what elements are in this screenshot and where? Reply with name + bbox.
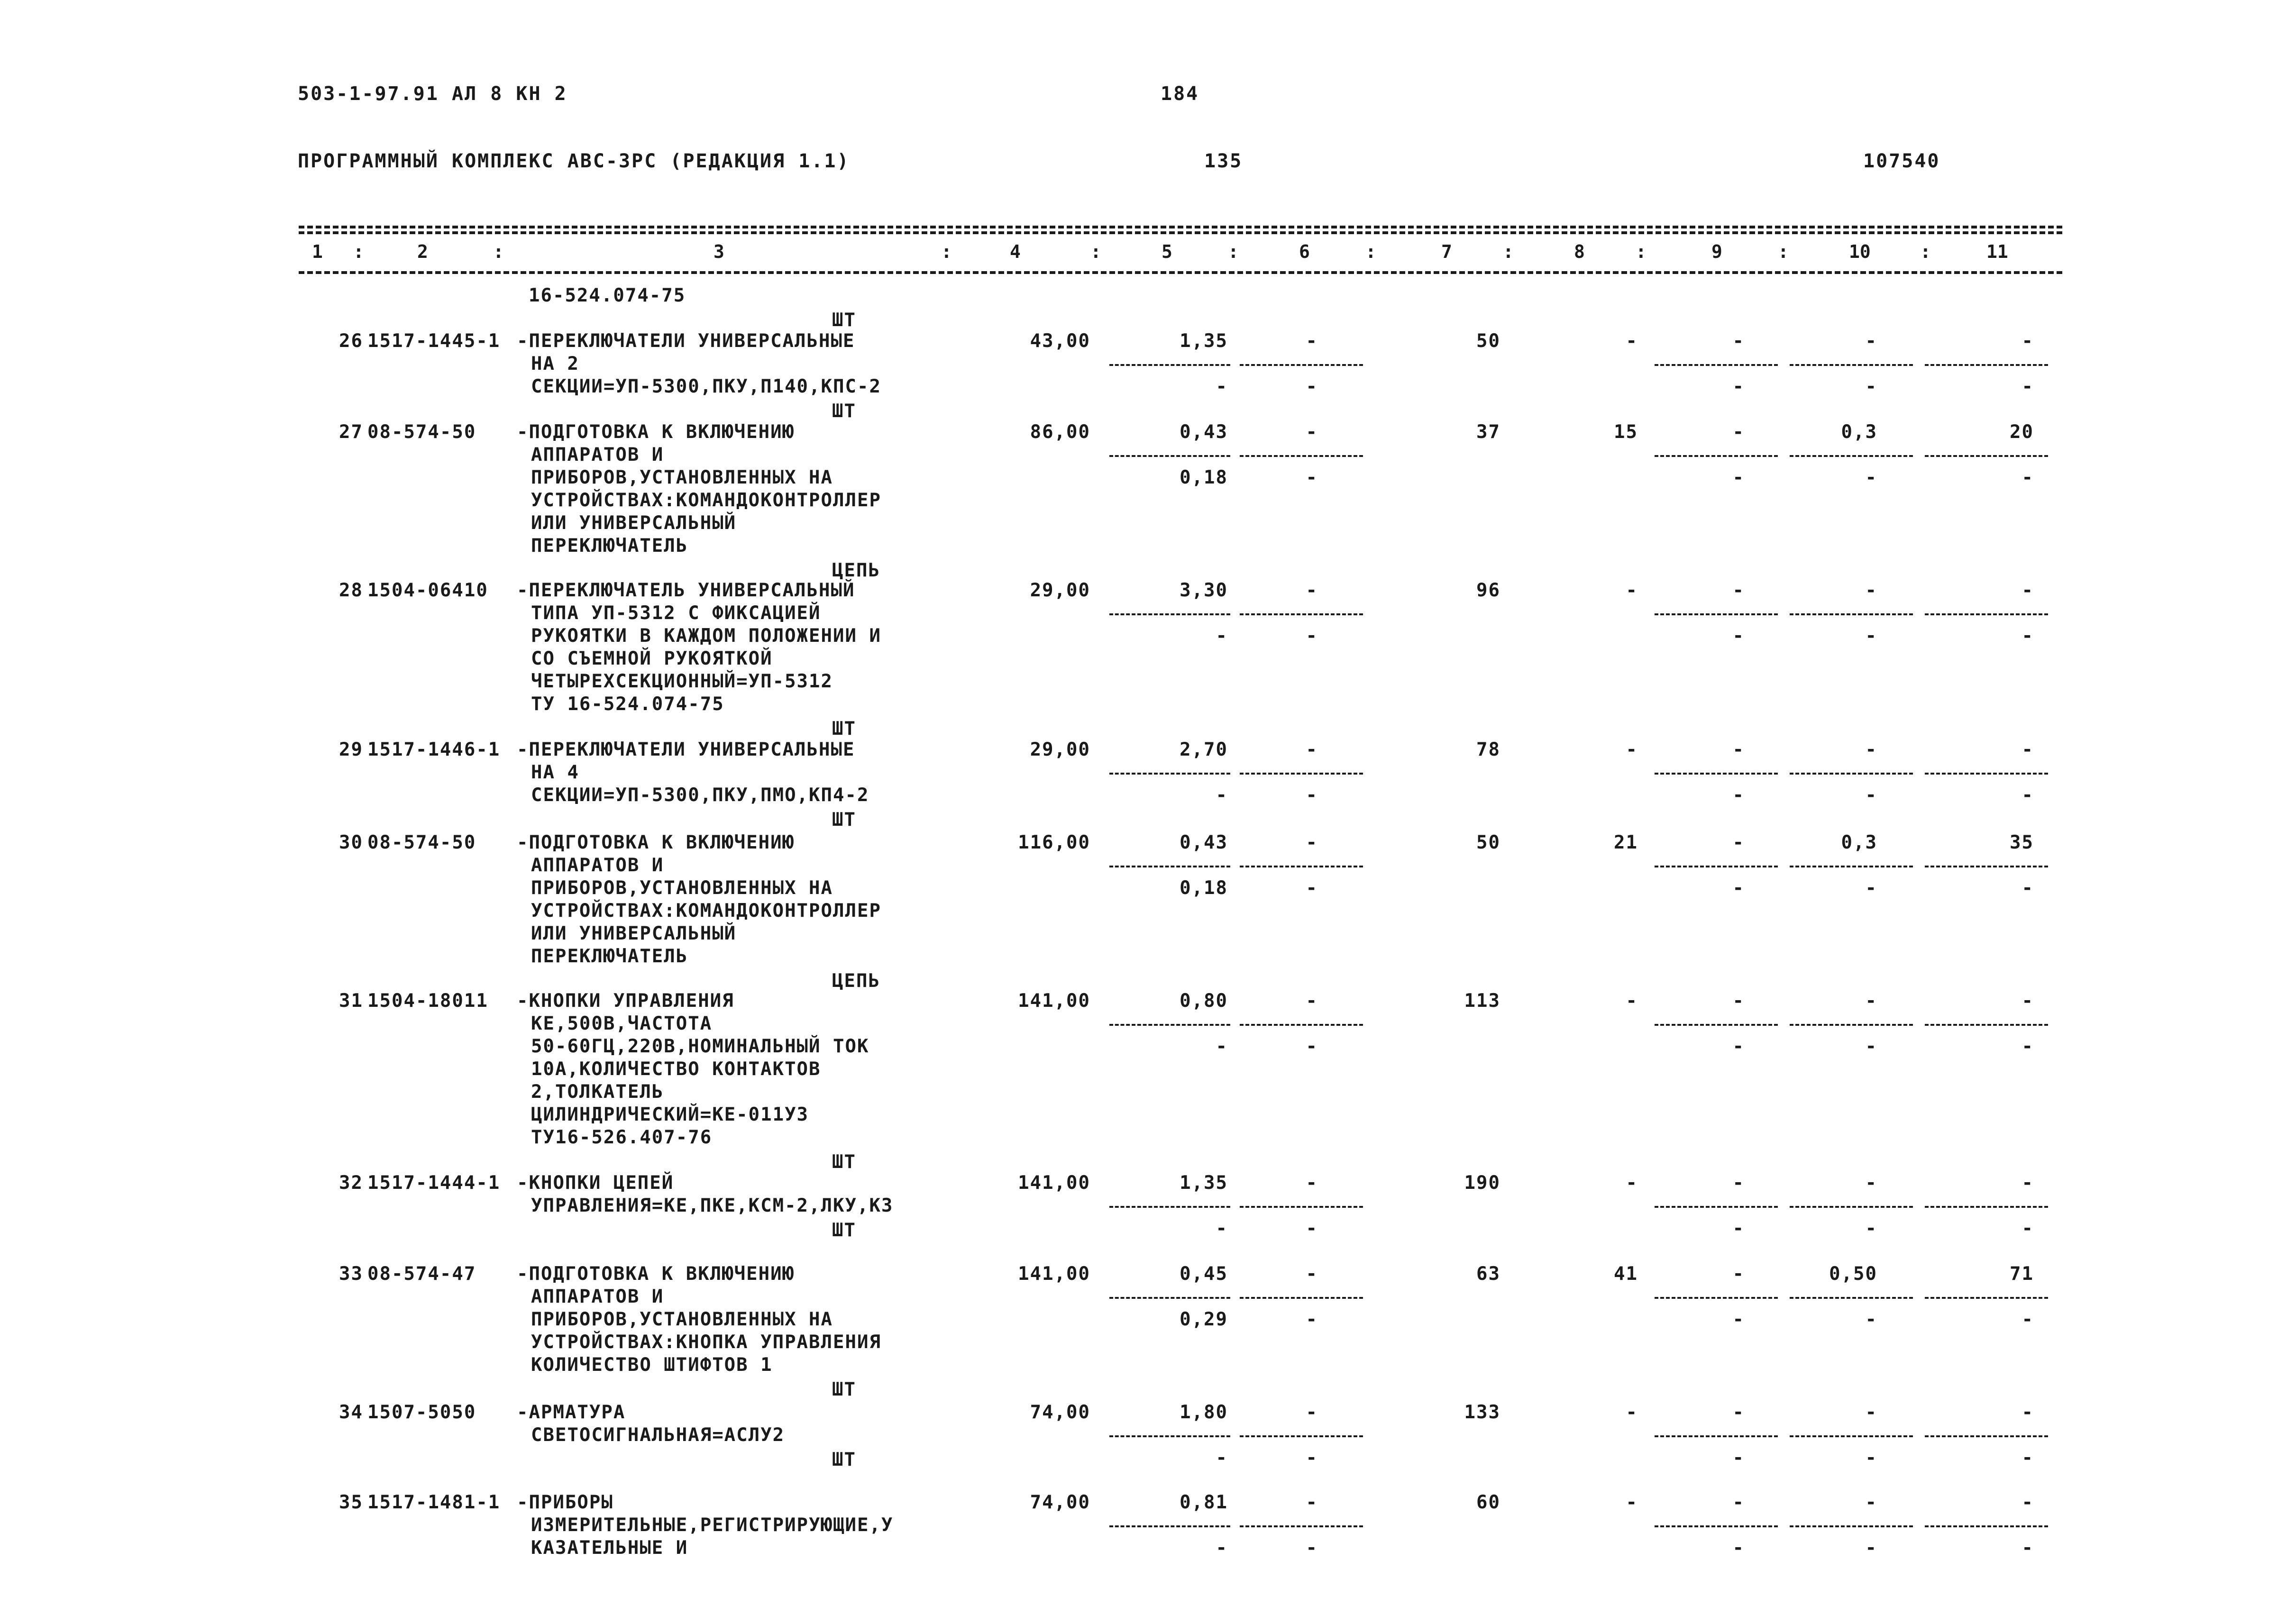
document-id: 107540: [1863, 150, 1940, 172]
cell-col7: 113: [1464, 990, 1500, 1012]
cell-col11-sub: -: [2022, 1537, 2034, 1559]
row-description-line: -ПЕРЕКЛЮЧАТЕЛИ УНИВЕРСАЛЬНЫЕ: [517, 330, 855, 352]
cell-col9: -: [1732, 1263, 1745, 1285]
cell-col8: 41: [1614, 1263, 1638, 1285]
row-description-line: ПРИБОРОВ,УСТАНОВЛЕННЫХ НА: [531, 877, 833, 899]
row-code: 1504-06410: [367, 580, 488, 601]
row-description-line: -ПРИБОРЫ: [517, 1492, 613, 1513]
cell-col9: -: [1732, 739, 1745, 760]
cell-col4: 141,00: [1018, 1263, 1090, 1285]
cell-col9: -: [1732, 330, 1745, 352]
col9-divider: [1655, 866, 1778, 867]
cell-col7: 133: [1464, 1402, 1500, 1423]
cell-col5: 1,35: [1180, 1172, 1228, 1194]
cell-col4: 141,00: [1018, 990, 1090, 1012]
cell-col5: 3,30: [1180, 580, 1228, 601]
row-description-line: УСТРОЙСТВАХ:КОМАНДОКОНТРОЛЛЕР: [531, 490, 881, 511]
cell-col9-sub: -: [1732, 625, 1745, 647]
row-description-line: -ПЕРЕКЛЮЧАТЕЛЬ УНИВЕРСАЛЬНЫЙ: [517, 580, 855, 601]
row-code: 08-574-50: [367, 832, 476, 853]
row-description-line: АППАРАТОВ И: [531, 1286, 664, 1307]
col5-divider: [1109, 455, 1230, 457]
cell-col5-sub: -: [1216, 1447, 1228, 1469]
cell-col5: 0,43: [1180, 421, 1228, 443]
cell-col5: 2,70: [1180, 739, 1228, 760]
cell-col10-sub: -: [1865, 1036, 1877, 1057]
cell-col8: -: [1626, 580, 1638, 601]
col9-divider: [1655, 1024, 1778, 1026]
cell-col10-sub: -: [1865, 1218, 1877, 1239]
cell-col4: 86,00: [1030, 421, 1090, 443]
cell-col4: 74,00: [1030, 1402, 1090, 1423]
col6-divider: [1240, 866, 1363, 867]
cell-col5: 0,80: [1180, 990, 1228, 1012]
cell-col10: 0,3: [1841, 832, 1877, 853]
table-top-rule: [299, 226, 2062, 228]
document-code: 503-1-97.91 АЛ 8 КН 2: [298, 83, 567, 105]
column-header-6: 6: [1299, 241, 1310, 262]
cell-col11: 71: [2010, 1263, 2034, 1285]
column-header-9: 9: [1711, 241, 1722, 262]
cell-col10: -: [1865, 990, 1877, 1012]
row-description-line: СВЕТОСИГНАЛЬНАЯ=АСЛУ2: [531, 1424, 785, 1446]
column-separator: :: [1920, 241, 1931, 262]
cell-col9: -: [1732, 421, 1745, 443]
cell-col8: -: [1626, 739, 1638, 760]
column-separator: :: [1636, 241, 1647, 262]
column-header-8: 8: [1574, 241, 1585, 262]
cell-col5: 0,81: [1180, 1492, 1228, 1513]
cell-col5-sub: -: [1216, 376, 1228, 397]
row-number: 33: [339, 1263, 363, 1285]
row-code: 08-574-47: [367, 1263, 476, 1285]
cell-col9: -: [1732, 1492, 1745, 1513]
cell-col8: -: [1626, 1492, 1638, 1513]
cell-col8: -: [1626, 1172, 1638, 1194]
cell-col9: -: [1732, 990, 1745, 1012]
cell-col10: -: [1865, 330, 1877, 352]
cell-col6-sub: -: [1306, 1036, 1318, 1057]
col9-divider: [1655, 1435, 1778, 1437]
col5-divider: [1109, 364, 1230, 366]
cell-col7: 50: [1476, 832, 1500, 853]
column-separator: :: [1090, 241, 1101, 262]
cell-col7: 190: [1464, 1172, 1500, 1194]
cell-col4: 74,00: [1030, 1492, 1090, 1513]
row-number: 29: [339, 739, 363, 760]
cell-col7: 50: [1476, 330, 1500, 352]
cell-col9-sub: -: [1732, 877, 1745, 899]
cell-col6-sub: -: [1306, 625, 1318, 647]
cell-col11: -: [2022, 1402, 2034, 1423]
cell-col11-sub: -: [2022, 467, 2034, 488]
row-description-line: ПРИБОРОВ,УСТАНОВЛЕННЫХ НА: [531, 1309, 833, 1330]
row-description-line: РУКОЯТКИ В КАЖДОМ ПОЛОЖЕНИИ И: [531, 625, 881, 647]
cell-col11-sub: -: [2022, 877, 2034, 899]
table-header-rule: [299, 271, 2062, 274]
cell-col9-sub: -: [1732, 1309, 1745, 1330]
cell-col11: -: [2022, 330, 2034, 352]
cell-col11-sub: -: [2022, 1218, 2034, 1239]
row-unit: ЦЕПЬ: [832, 970, 880, 992]
cell-col9-sub: -: [1732, 1447, 1745, 1469]
row-description-line: ПЕРЕКЛЮЧАТЕЛЬ: [531, 946, 688, 967]
cell-col6: -: [1306, 990, 1318, 1012]
column-header-3: 3: [713, 241, 724, 262]
cell-col5-sub: 0,18: [1180, 877, 1228, 899]
cell-col10: 0,50: [1829, 1263, 1877, 1285]
cell-col7: 78: [1476, 739, 1500, 760]
leading-unit: ШТ: [832, 310, 856, 331]
row-description-line: 50-60ГЦ,220В,НОМИНАЛЬНЫЙ ТОК: [531, 1036, 869, 1057]
cell-col10: 0,3: [1841, 421, 1877, 443]
cell-col10-sub: -: [1865, 1309, 1877, 1330]
cell-col8: -: [1626, 330, 1638, 352]
row-description-line: УПРАВЛЕНИЯ=КЕ,ПКЕ,КСМ-2,ЛКУ,К3: [531, 1195, 894, 1216]
cell-col10-sub: -: [1865, 785, 1877, 806]
row-description-line: НА 2: [531, 353, 579, 374]
row-code: 1507-5050: [367, 1402, 476, 1423]
row-description-line: АППАРАТОВ И: [531, 855, 664, 876]
cell-col9: -: [1732, 1402, 1745, 1423]
cell-col10-sub: -: [1865, 467, 1877, 488]
col11-divider: [1925, 1297, 2048, 1299]
column-separator: :: [941, 241, 952, 262]
row-unit: ШТ: [832, 1379, 856, 1400]
cell-col6: -: [1306, 1263, 1318, 1285]
col11-divider: [1925, 455, 2048, 457]
cell-col5-sub: 0,29: [1180, 1309, 1228, 1330]
column-separator: :: [493, 241, 504, 262]
cell-col5: 1,80: [1180, 1402, 1228, 1423]
cell-col10: -: [1865, 1492, 1877, 1513]
sheet-number: 135: [1204, 150, 1243, 172]
cell-col11: -: [2022, 739, 2034, 760]
col11-divider: [1925, 613, 2048, 615]
cell-col6: -: [1306, 1492, 1318, 1513]
col6-divider: [1240, 455, 1363, 457]
cell-col11: -: [2022, 1492, 2034, 1513]
cell-col10-sub: -: [1865, 877, 1877, 899]
row-description-line: 10А,КОЛИЧЕСТВО КОНТАКТОВ: [531, 1058, 821, 1080]
cell-col8: 15: [1614, 421, 1638, 443]
cell-col11-sub: -: [2022, 1036, 2034, 1057]
col11-divider: [1925, 1525, 2048, 1527]
row-description-line: -КНОПКИ ЦЕПЕЙ: [517, 1172, 674, 1194]
cell-col6-sub: -: [1306, 1309, 1318, 1330]
cell-col6: -: [1306, 580, 1318, 601]
cell-col10: -: [1865, 739, 1877, 760]
col6-divider: [1240, 1435, 1363, 1437]
col5-divider: [1109, 1297, 1230, 1299]
cell-col5: 0,45: [1180, 1263, 1228, 1285]
cell-col6-sub: -: [1306, 1537, 1318, 1559]
row-number: 30: [339, 832, 363, 853]
col10-divider: [1790, 1024, 1913, 1026]
col5-divider: [1109, 1206, 1230, 1208]
cell-col10: -: [1865, 1402, 1877, 1423]
col10-divider: [1790, 773, 1913, 775]
col11-divider: [1925, 773, 2048, 775]
col5-divider: [1109, 1435, 1230, 1437]
col11-divider: [1925, 1024, 2048, 1026]
row-description-line: ЧЕТЫРЕХСЕКЦИОННЫЙ=УП-5312: [531, 671, 833, 692]
row-description-line: КЕ,500В,ЧАСТОТА: [531, 1013, 713, 1034]
row-description-line: -КНОПКИ УПРАВЛЕНИЯ: [517, 990, 734, 1012]
row-description-line: -ПОДГОТОВКА К ВКЛЮЧЕНИЮ: [517, 421, 795, 443]
cell-col6-sub: -: [1306, 376, 1318, 397]
cell-col8: -: [1626, 990, 1638, 1012]
cell-col8: 21: [1614, 832, 1638, 853]
page-number: 184: [1161, 83, 1199, 105]
program-title: ПРОГРАММНЫЙ КОМПЛЕКС АВС-3РС (РЕДАКЦИЯ 1.1): [298, 150, 850, 172]
row-number: 28: [339, 580, 363, 601]
row-description-line: НА 4: [531, 762, 579, 783]
row-description-line: ИЛИ УНИВЕРСАЛЬНЫЙ: [531, 512, 737, 534]
cell-col10: -: [1865, 1172, 1877, 1194]
col6-divider: [1240, 364, 1363, 366]
cell-col6: -: [1306, 1172, 1318, 1194]
row-number: 26: [339, 330, 363, 352]
cell-col10-sub: -: [1865, 1447, 1877, 1469]
cell-col4: 29,00: [1030, 739, 1090, 760]
row-description-line: УСТРОЙСТВАХ:КНОПКА УПРАВЛЕНИЯ: [531, 1332, 881, 1353]
cell-col9-sub: -: [1732, 1036, 1745, 1057]
cell-col6-sub: -: [1306, 467, 1318, 488]
col10-divider: [1790, 613, 1913, 615]
cell-col5-sub: -: [1216, 1537, 1228, 1559]
cell-col9-sub: -: [1732, 785, 1745, 806]
column-separator: :: [1228, 241, 1239, 262]
leading-description: 16-524.074-75: [529, 285, 686, 306]
cell-col10-sub: -: [1865, 1537, 1877, 1559]
row-description-line: СЕКЦИИ=УП-5300,ПКУ,ПМО,КП4-2: [531, 785, 869, 806]
cell-col9: -: [1732, 580, 1745, 601]
cell-col4: 116,00: [1018, 832, 1090, 853]
row-code: 08-574-50: [367, 421, 476, 443]
column-separator: :: [353, 241, 364, 262]
row-description-line: ПЕРЕКЛЮЧАТЕЛЬ: [531, 535, 688, 557]
col11-divider: [1925, 1206, 2048, 1208]
cell-col6-sub: -: [1306, 1447, 1318, 1469]
column-header-10: 10: [1849, 241, 1871, 262]
column-header-1: 1: [312, 241, 323, 262]
col5-divider: [1109, 1525, 1230, 1527]
row-description-line: ТУ 16-524.074-75: [531, 693, 724, 715]
cell-col9-sub: -: [1732, 376, 1745, 397]
cell-col9: -: [1732, 832, 1745, 853]
col10-divider: [1790, 364, 1913, 366]
cell-col9: -: [1732, 1172, 1745, 1194]
row-number: 32: [339, 1172, 363, 1194]
cell-col5-sub: -: [1216, 1218, 1228, 1239]
col10-divider: [1790, 455, 1913, 457]
row-number: 34: [339, 1402, 363, 1423]
col10-divider: [1790, 866, 1913, 867]
row-description-line: АППАРАТОВ И: [531, 444, 664, 465]
row-unit: ШТ: [832, 1449, 856, 1470]
col9-divider: [1655, 1525, 1778, 1527]
cell-col7: 63: [1476, 1263, 1500, 1285]
row-description-line: 2,ТОЛКАТЕЛЬ: [531, 1081, 664, 1103]
row-unit: ЦЕПЬ: [832, 560, 880, 581]
row-description-line: -ПОДГОТОВКА К ВКЛЮЧЕНИЮ: [517, 1263, 795, 1285]
row-description-line: СО СЪЕМНОЙ РУКОЯТКОЙ: [531, 648, 773, 669]
col9-divider: [1655, 1297, 1778, 1299]
cell-col5-sub: -: [1216, 1036, 1228, 1057]
col10-divider: [1790, 1206, 1913, 1208]
row-number: 27: [339, 421, 363, 443]
col6-divider: [1240, 613, 1363, 615]
cell-col4: 29,00: [1030, 580, 1090, 601]
cell-col11-sub: -: [2022, 1447, 2034, 1469]
row-description-line: КАЗАТЕЛЬНЫЕ И: [531, 1537, 688, 1559]
cell-col10-sub: -: [1865, 376, 1877, 397]
row-code: 1504-18011: [367, 990, 488, 1012]
cell-col5-sub: 0,18: [1180, 467, 1228, 488]
col6-divider: [1240, 1206, 1363, 1208]
row-description-line: -ПЕРЕКЛЮЧАТЕЛИ УНИВЕРСАЛЬНЫЕ: [517, 739, 855, 760]
row-unit: ШТ: [832, 401, 856, 422]
col10-divider: [1790, 1435, 1913, 1437]
cell-col5-sub: -: [1216, 785, 1228, 806]
cell-col5: 0,43: [1180, 832, 1228, 853]
col11-divider: [1925, 866, 2048, 867]
cell-col11: 35: [2010, 832, 2034, 853]
col11-divider: [1925, 364, 2048, 366]
row-unit: ШТ: [832, 1220, 856, 1241]
cell-col5-sub: -: [1216, 625, 1228, 647]
row-unit: ШТ: [832, 1151, 856, 1173]
row-unit: ШТ: [832, 809, 856, 830]
table-top-rule-2: [299, 231, 2062, 234]
col5-divider: [1109, 773, 1230, 775]
col6-divider: [1240, 773, 1363, 775]
row-unit: ШТ: [832, 718, 856, 739]
cell-col6: -: [1306, 330, 1318, 352]
cell-col7: 96: [1476, 580, 1500, 601]
col6-divider: [1240, 1525, 1363, 1527]
row-description-line: ТУ16-526.407-76: [531, 1127, 713, 1148]
row-description-line: -АРМАТУРА: [517, 1402, 626, 1423]
row-number: 31: [339, 990, 363, 1012]
row-description-line: УСТРОЙСТВАХ:КОМАНДОКОНТРОЛЛЕР: [531, 900, 881, 921]
cell-col10: -: [1865, 580, 1877, 601]
column-header-4: 4: [1010, 241, 1021, 262]
row-description-line: ИЗМЕРИТЕЛЬНЫЕ,РЕГИСТРИРУЮЩИЕ,У: [531, 1515, 894, 1536]
cell-col6-sub: -: [1306, 785, 1318, 806]
column-header-2: 2: [417, 241, 428, 262]
column-header-7: 7: [1441, 241, 1452, 262]
cell-col11-sub: -: [2022, 625, 2034, 647]
column-header-11: 11: [1986, 241, 2008, 262]
cell-col6-sub: -: [1306, 1218, 1318, 1239]
cell-col11: 20: [2010, 421, 2034, 443]
row-description-line: -ПОДГОТОВКА К ВКЛЮЧЕНИЮ: [517, 832, 795, 853]
col9-divider: [1655, 364, 1778, 366]
col10-divider: [1790, 1525, 1913, 1527]
row-number: 35: [339, 1492, 363, 1513]
cell-col5: 1,35: [1180, 330, 1228, 352]
col9-divider: [1655, 613, 1778, 615]
cell-col9-sub: -: [1732, 1218, 1745, 1239]
col6-divider: [1240, 1024, 1363, 1026]
col5-divider: [1109, 866, 1230, 867]
cell-col6: -: [1306, 1402, 1318, 1423]
column-header-5: 5: [1162, 241, 1172, 262]
col9-divider: [1655, 455, 1778, 457]
cell-col6: -: [1306, 421, 1318, 443]
cell-col9-sub: -: [1732, 467, 1745, 488]
row-description-line: ЦИЛИНДРИЧЕСКИЙ=КЕ-011У3: [531, 1104, 809, 1125]
row-code: 1517-1444-1: [367, 1172, 501, 1194]
cell-col6: -: [1306, 832, 1318, 853]
cell-col9-sub: -: [1732, 1537, 1745, 1559]
row-description-line: ТИПА УП-5312 С ФИКСАЦИЕЙ: [531, 602, 821, 624]
column-separator: :: [1503, 241, 1514, 262]
col9-divider: [1655, 773, 1778, 775]
cell-col11: -: [2022, 1172, 2034, 1194]
cell-col11-sub: -: [2022, 376, 2034, 397]
col5-divider: [1109, 613, 1230, 615]
cell-col11-sub: -: [2022, 1309, 2034, 1330]
column-separator: :: [1365, 241, 1376, 262]
row-description-line: СЕКЦИИ=УП-5300,ПКУ,П140,КПС-2: [531, 376, 881, 397]
cell-col7: 60: [1476, 1492, 1500, 1513]
cell-col4: 141,00: [1018, 1172, 1090, 1194]
column-separator: :: [1778, 241, 1789, 262]
cell-col11: -: [2022, 990, 2034, 1012]
cell-col6-sub: -: [1306, 877, 1318, 899]
cell-col6: -: [1306, 739, 1318, 760]
cell-col4: 43,00: [1030, 330, 1090, 352]
cell-col10-sub: -: [1865, 625, 1877, 647]
col6-divider: [1240, 1297, 1363, 1299]
row-code: 1517-1446-1: [367, 739, 501, 760]
col11-divider: [1925, 1435, 2048, 1437]
row-description-line: ПРИБОРОВ,УСТАНОВЛЕННЫХ НА: [531, 467, 833, 488]
col5-divider: [1109, 1024, 1230, 1026]
row-code: 1517-1445-1: [367, 330, 501, 352]
row-code: 1517-1481-1: [367, 1492, 501, 1513]
col9-divider: [1655, 1206, 1778, 1208]
col10-divider: [1790, 1297, 1913, 1299]
cell-col11: -: [2022, 580, 2034, 601]
row-description-line: ИЛИ УНИВЕРСАЛЬНЫЙ: [531, 923, 737, 944]
row-description-line: КОЛИЧЕСТВО ШТИФТОВ 1: [531, 1354, 773, 1376]
cell-col11-sub: -: [2022, 785, 2034, 806]
cell-col8: -: [1626, 1402, 1638, 1423]
cell-col7: 37: [1476, 421, 1500, 443]
